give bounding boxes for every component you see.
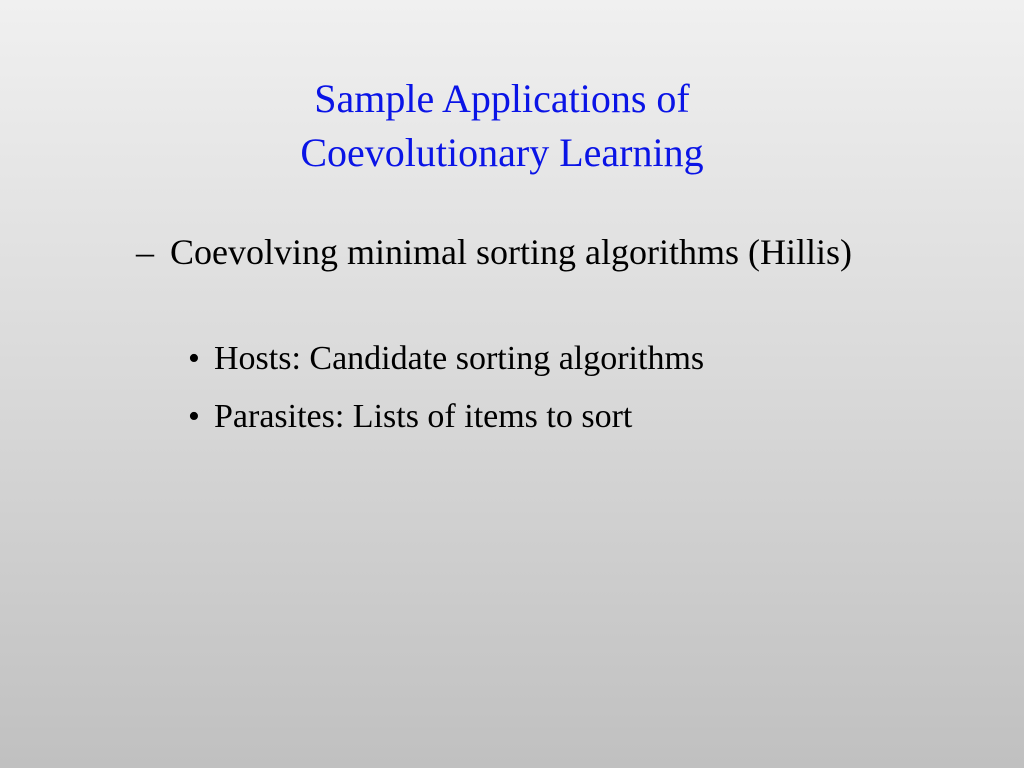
level1-text: Coevolving minimal sorting algorithms (Hillis) bbox=[170, 232, 852, 272]
bullet-marker: • bbox=[188, 398, 200, 435]
list-item-text: Parasites: Lists of items to sort bbox=[214, 398, 633, 435]
list-item-text: Hosts: Candidate sorting algorithms bbox=[214, 340, 705, 377]
dash-marker: – bbox=[136, 232, 154, 272]
bullet-marker: • bbox=[188, 340, 200, 377]
title-line-1: Sample Applications of bbox=[314, 76, 690, 121]
level2-list bbox=[188, 336, 704, 452]
slide-title bbox=[0, 72, 1004, 180]
list-item-parasites bbox=[188, 394, 704, 440]
list-item-hosts bbox=[188, 336, 704, 382]
level1-bullet bbox=[136, 228, 852, 276]
title-line-2: Coevolutionary Learning bbox=[300, 130, 704, 175]
